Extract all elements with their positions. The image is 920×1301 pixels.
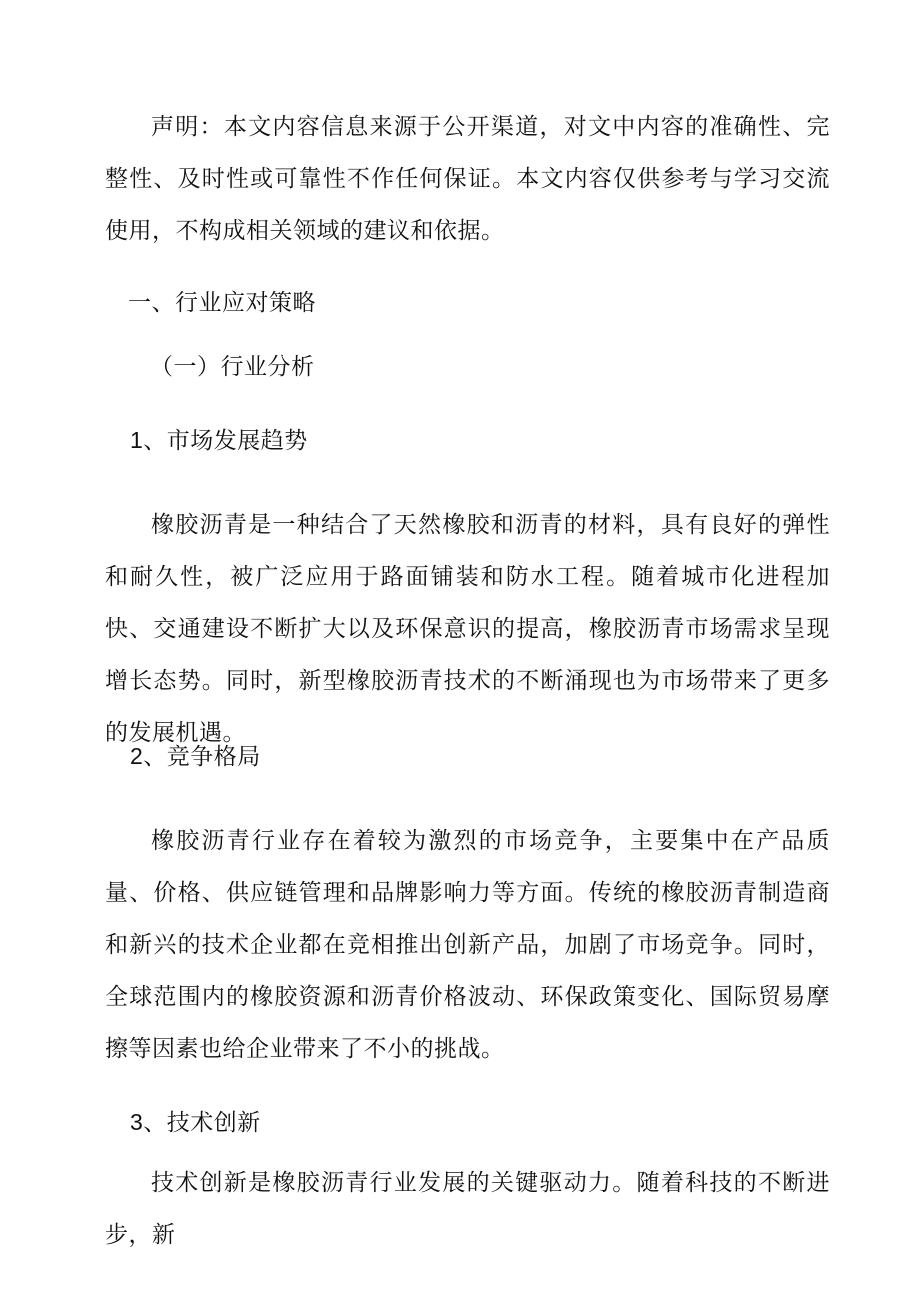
item-title: 、竞争格局 xyxy=(143,744,261,770)
item-number: 1 xyxy=(130,427,144,453)
item-title: 、技术创新 xyxy=(143,1110,261,1136)
competition-paragraph: 橡胶沥青行业存在着较为激烈的市场竞争，主要集中在产品质量、价格、供应链管理和品牌影响力等方面。传统的橡胶沥青制造商和新兴的技术企业都在竞相推出创新产品，加剧了市场竞争。同时，全球范围内的橡胶资源和沥青价格波动、环保政策变化、国际贸易摩擦等因素也给企业带来了不小的挑战。 xyxy=(105,828,830,1062)
item-heading-tech-innovation xyxy=(130,1107,261,1138)
section-title: 一、行业应对策略 xyxy=(128,290,316,316)
item-number: 2 xyxy=(130,743,144,769)
market-trend-paragraph: 橡胶沥青是一种结合了天然橡胶和沥青的材料，具有良好的弹性和耐久性，被广泛应用于路面铺装和防水工程。随着城市化进程加快、交通建设不断扩大以及环保意识的提高，橡胶沥青市场需求呈现增长态势。同时，新型橡胶沥青技术的不断涌现也为市场带来了更多的发展机遇。 xyxy=(105,512,830,746)
disclaimer-paragraph: 声明：本文内容信息来源于公开渠道，对文中内容的准确性、完整性、及时性或可靠性不作任何保证。本文内容仅供参考与学习交流使用，不构成相关领域的建议和依据。 xyxy=(105,114,830,244)
tech-innovation-paragraph: 技术创新是橡胶沥青行业发展的关键驱动力。随着科技的不断进步，新 xyxy=(105,1170,830,1248)
item-title: 、市场发展趋势 xyxy=(143,428,308,454)
subsection-title: （一）行业分析 xyxy=(150,354,315,380)
item-number: 3 xyxy=(130,1109,144,1135)
item-heading-market-trend xyxy=(130,425,308,456)
item-heading-competition xyxy=(130,741,261,772)
